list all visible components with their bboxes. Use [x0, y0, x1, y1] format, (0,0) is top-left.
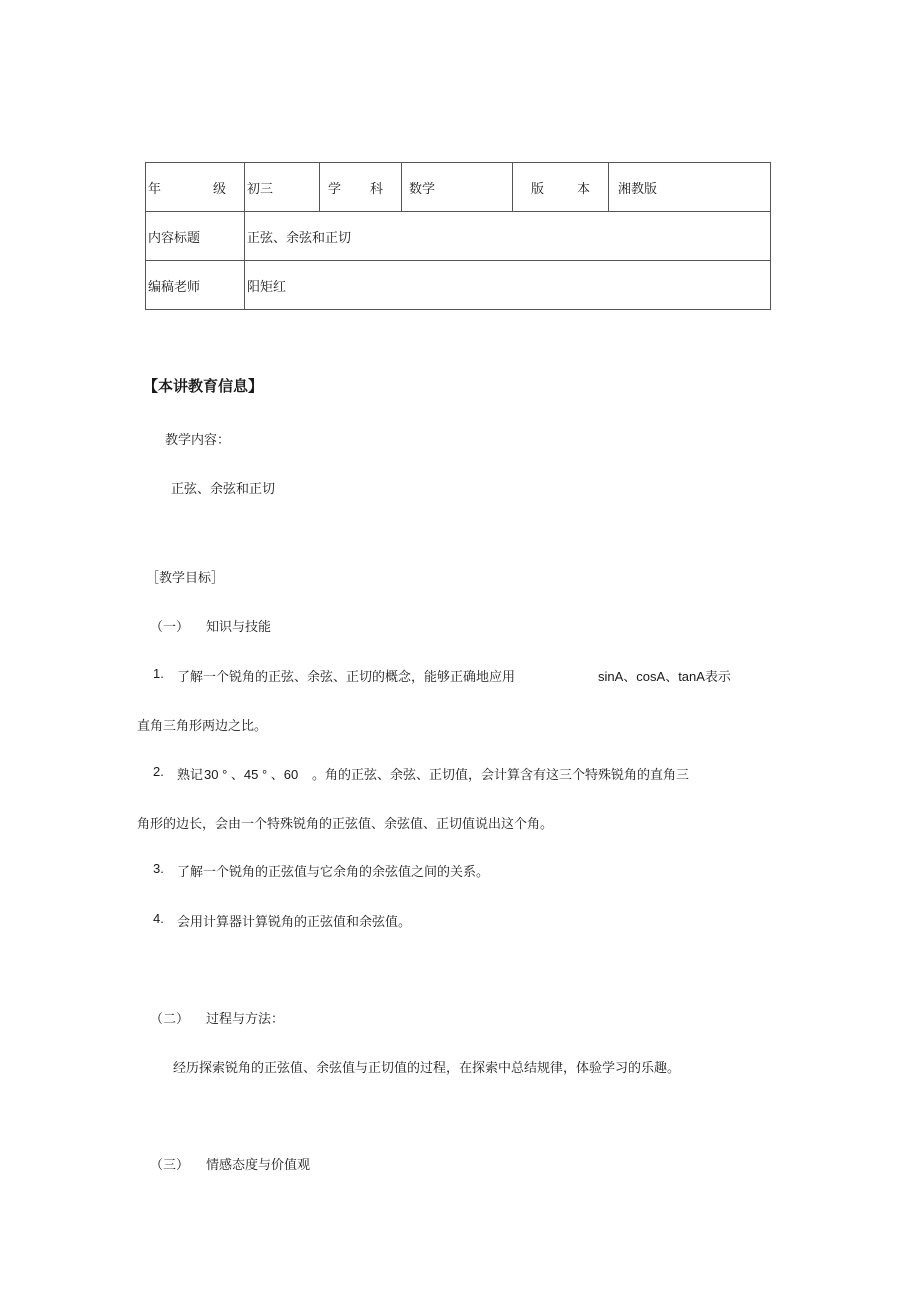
item-number: 1. — [153, 666, 164, 681]
edition-value-cell: 湘教版 — [609, 163, 771, 212]
part3-title: 情感态度与价值观 — [206, 1158, 311, 1173]
subject-label-char: 科 — [369, 181, 383, 197]
grade-label-cell — [146, 163, 245, 212]
edition-label-char: 本 — [576, 181, 590, 197]
grade-value-cell: 初三 — [245, 163, 320, 212]
part1-marker: （一） — [150, 620, 190, 635]
grade-label-char: 年 — [148, 181, 162, 197]
subject-value-cell: 数学 — [402, 163, 513, 212]
teaching-goals-label: ［教学目标］ — [146, 571, 225, 586]
table-row — [146, 163, 771, 212]
item1-line1-formula: sinA、cosA、tanA表示 — [598, 669, 731, 684]
item-number: 4. — [153, 911, 164, 926]
editor-value-cell: 阳矩红 — [245, 261, 771, 310]
item2-line1-angles: 30 ° 、45 ° 、60 — [204, 767, 299, 782]
part2-title: 过程与方法： — [206, 1012, 285, 1027]
title-label-cell: 内容标题 — [146, 212, 245, 261]
table-row — [146, 261, 771, 310]
edition-label-char: 版 — [531, 181, 545, 197]
part1-title: 知识与技能 — [206, 620, 272, 635]
part2-text: 经历探索锐角的正弦值、余弦值与正切值的过程，在探索中总结规律，体验学习的乐趣。 — [173, 1061, 681, 1076]
edition-label-cell — [513, 163, 609, 212]
subject-label-cell — [320, 163, 402, 212]
part3-marker: （三） — [150, 1158, 190, 1173]
item-number: 3. — [153, 861, 164, 876]
grade-label-char: 级 — [212, 181, 226, 197]
teaching-content-label: 教学内容： — [165, 433, 231, 448]
title-value-cell: 正弦、余弦和正切 — [245, 212, 771, 261]
item-number: 2. — [153, 764, 164, 779]
part2-marker: （二） — [150, 1012, 190, 1027]
item1-line2: 直角三角形两边之比。 — [137, 719, 268, 734]
item3-text: 了解一个锐角的正弦值与它余角的余弦值之间的关系。 — [177, 865, 490, 880]
header-info-table — [145, 162, 771, 310]
item1-line1-text: 了解一个锐角的正弦、余弦、正切的概念，能够正确地应用 — [177, 670, 516, 685]
editor-label-cell: 编稿老师 — [146, 261, 245, 310]
item2-line2: 角形的边长，会由一个特殊锐角的正弦值、余弦值、正切值说出这个角。 — [137, 817, 554, 832]
table-row — [146, 212, 771, 261]
item4-text: 会用计算器计算锐角的正弦值和余弦值。 — [177, 915, 412, 930]
section-heading: 【本讲教育信息】 — [143, 377, 264, 395]
item2-line1-rest: 。角的正弦、余弦、正切值，会计算含有这三个特殊锐角的直角三 — [312, 768, 690, 783]
teaching-content-value: 正弦、余弦和正切 — [171, 482, 276, 497]
item2-line1-prefix: 熟记 — [177, 768, 204, 783]
subject-label-char: 学 — [328, 181, 342, 197]
